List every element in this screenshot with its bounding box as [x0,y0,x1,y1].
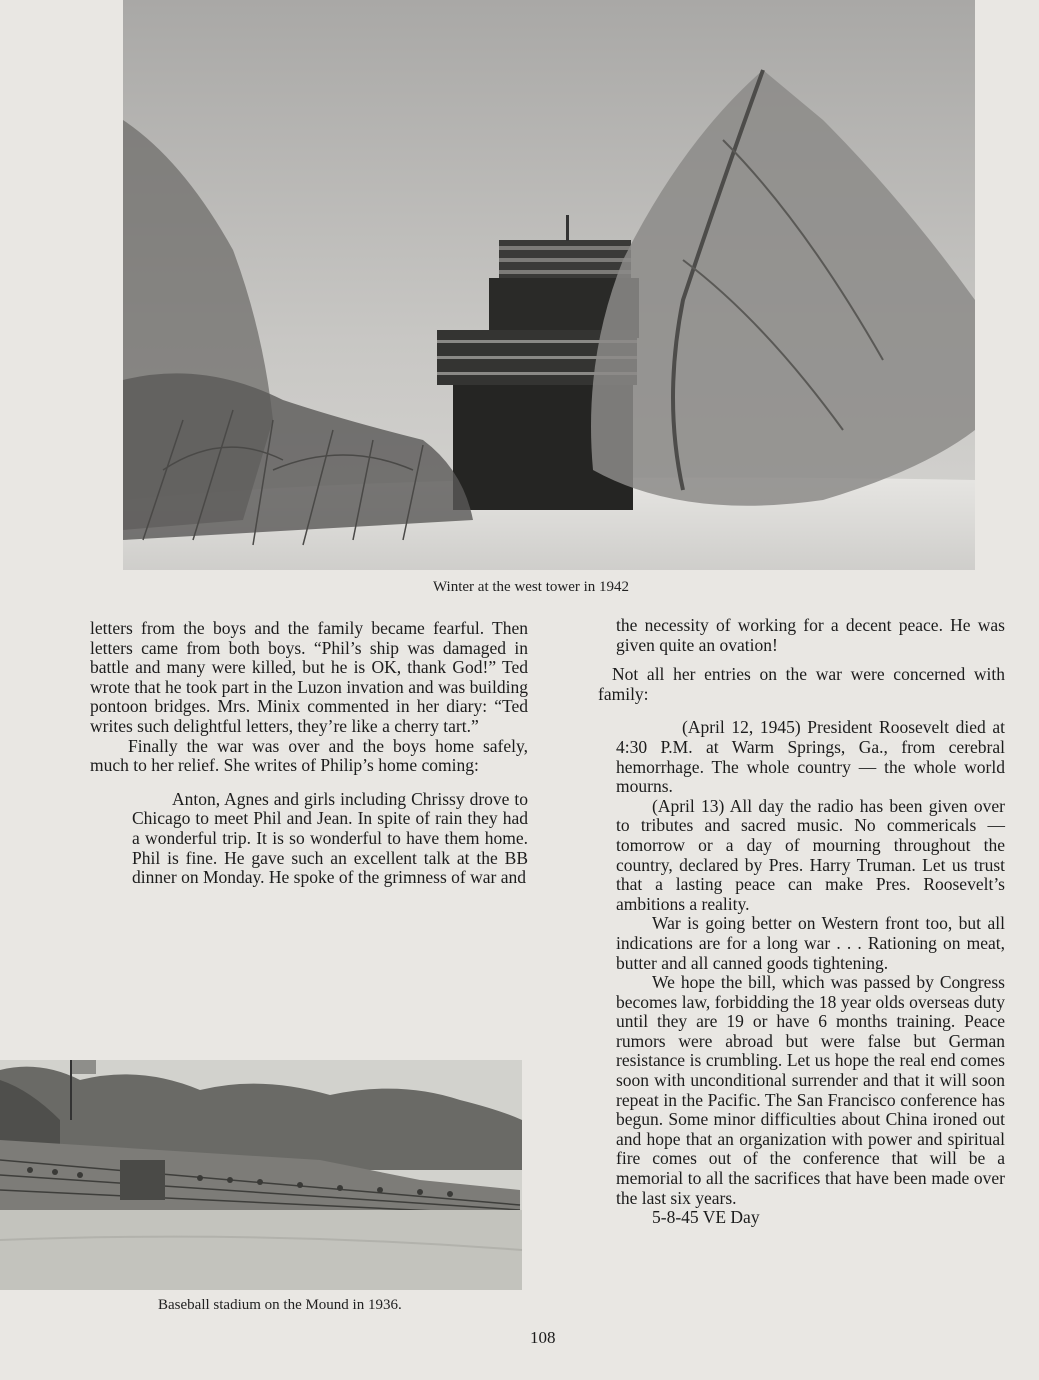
left-quote-homecoming: Anton, Agnes and girls including Chrissy drove to Chicago to meet Phil and Jean. In spite of rain they had a wonderful trip. It is so wonderful to have them home. Phil is fine. He gave such an excellent talk at the BB dinner on Monday. He spoke of the grimness of war and [132,788,528,888]
page-number: 108 [530,1328,556,1347]
caption-winter-tower: Winter at the west tower in 1942 [433,579,630,595]
left-column [90,619,528,888]
photo-baseball-stadium [0,1060,522,1290]
photo-winter-west-tower [123,0,975,570]
right-signoff-ve-day: 5-8-45 VE Day [652,1207,760,1228]
right-quote-april-12: (April 12, 1945) President Roosevelt died at 4:30 P.M. at Warm Springs, Ga., from cerebral hemorrhage. The whole country — the whole world mourns. [616,717,1005,797]
right-column [598,616,1005,1228]
left-paragraph-2: Finally the war was over and the boys home safely, much to her relief. She writes of Philip’s home coming: [90,735,528,776]
right-quote-western-front: War is going better on Western front too, but all indications are for a long war . . . Rationing on meat, butter and all canned goods tightening. [616,913,1005,973]
right-paragraph-2: Not all her entries on the war were concerned with family: [598,664,1005,704]
right-paragraph-1: the necessity of working for a decent peace. He was given quite an ovation! [616,615,1005,655]
right-quote-bill: We hope the bill, which was passed by Congress becomes law, forbidding the 18 year olds overseas duty until they are 19 or have 6 months training. Peace rumors were abroad but were false but German resistance is crumbling. Let us hope the real end comes soon with unconditional surrender and that it will soon repeat in the Pacific. The San Francisco conference has begun. Some minor difficulties about China ironed out and hope that an organization with power and spiritual fire comes out of the conference that will be a memorial to all the sacrifices that have been made over the last six years. [616,972,1005,1208]
left-paragraph-1: letters from the boys and the family became fearful. Then letters came from both boys. “Phil’s ship was damaged in battle and many were killed, but he is OK, thank God!” Ted wrote that he took part in the Luzon invation and was building pontoon bridges. Mrs. Minix commented in her diary: “Ted writes such delightful letters, they’re like a cherry tart.” [90,618,528,736]
right-quote-april-13: (April 13) All day the radio has been given over to tributes and sacred music. No commericals — tomorrow or a day of mourning throughout the country, declared by Pres. Harry Truman. Let us trust that a lasting peace can make Pres. Roosevelt’s ambitions a reality. [616,795,1005,914]
caption-baseball-stadium: Baseball stadium on the Mound in 1936. [158,1297,402,1313]
